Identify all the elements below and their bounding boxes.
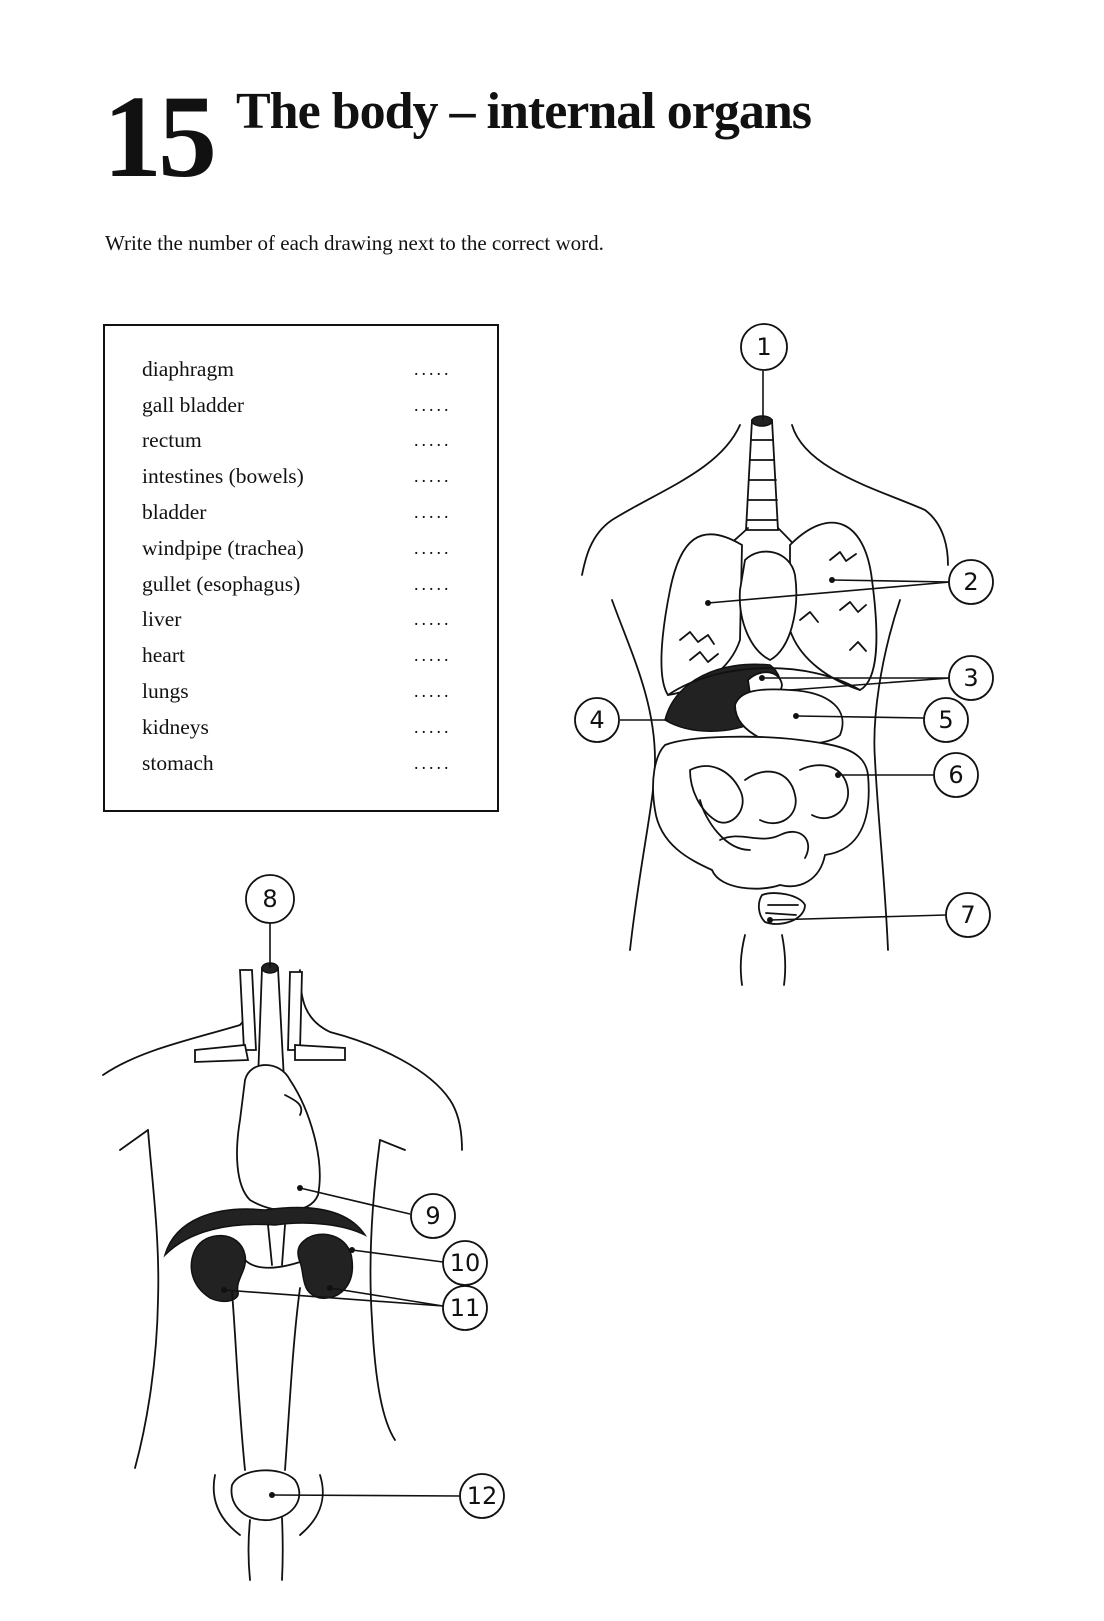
answer-blank[interactable]: ..... xyxy=(414,359,452,379)
word-label: gullet (esophagus) xyxy=(142,572,301,596)
callout-5 xyxy=(924,698,968,742)
torso-front-figure xyxy=(582,371,950,985)
word-label: stomach xyxy=(142,751,214,775)
svg-text:4: 4 xyxy=(589,706,605,734)
intestines xyxy=(653,737,869,889)
svg-text:1: 1 xyxy=(756,333,772,361)
callout-3 xyxy=(949,656,993,700)
svg-text:12: 12 xyxy=(466,1482,498,1510)
back-figure xyxy=(103,923,462,1580)
word-label: rectum xyxy=(142,428,202,452)
answer-blank[interactable]: ..... xyxy=(414,681,452,701)
answer-blank[interactable]: ..... xyxy=(414,717,452,737)
word-label: kidneys xyxy=(142,715,209,739)
word-label: diaphragm xyxy=(142,357,234,381)
svg-text:10: 10 xyxy=(449,1249,481,1277)
svg-text:2: 2 xyxy=(963,568,979,596)
word-label: liver xyxy=(142,607,182,631)
answer-blank[interactable]: ..... xyxy=(414,538,452,558)
back-outline xyxy=(135,1130,158,1468)
heart xyxy=(237,1065,320,1211)
gullet xyxy=(195,963,345,1080)
word-label: bladder xyxy=(142,500,207,524)
svg-text:7: 7 xyxy=(960,901,976,929)
callout-1 xyxy=(741,324,787,370)
page-title: The body – internal organs xyxy=(236,83,811,140)
callout-11 xyxy=(443,1286,487,1330)
heart-outline xyxy=(740,552,796,660)
back-outline xyxy=(370,1140,395,1440)
callout-7 xyxy=(946,893,990,937)
word-label: intestines (bowels) xyxy=(142,464,304,488)
word-label: lungs xyxy=(142,679,189,703)
answer-blank[interactable]: ..... xyxy=(414,502,452,522)
unit-number: 15 xyxy=(103,71,213,202)
torso-outline xyxy=(782,935,785,985)
callout-8 xyxy=(246,875,294,923)
svg-text:11: 11 xyxy=(449,1294,481,1322)
leader-12 xyxy=(272,1495,460,1496)
answer-blank[interactable]: ..... xyxy=(414,574,452,594)
answer-blank[interactable]: ..... xyxy=(414,395,452,415)
word-label: gall bladder xyxy=(142,393,245,417)
answer-blank[interactable]: ..... xyxy=(414,430,452,450)
callout-12 xyxy=(460,1474,504,1518)
answer-blank[interactable]: ..... xyxy=(414,466,452,486)
svg-text:9: 9 xyxy=(425,1202,441,1230)
word-label: windpipe (trachea) xyxy=(142,536,304,560)
answer-blank[interactable]: ..... xyxy=(414,753,452,773)
svg-text:3: 3 xyxy=(963,664,979,692)
callout-6 xyxy=(934,753,978,797)
callout-9 xyxy=(411,1194,455,1238)
answer-blank[interactable]: ..... xyxy=(414,609,452,629)
svg-text:5: 5 xyxy=(938,706,954,734)
callout-2 xyxy=(949,560,993,604)
word-label: heart xyxy=(142,643,185,667)
torso-outline xyxy=(741,935,745,985)
ureter-left xyxy=(232,1292,245,1470)
answer-blank[interactable]: ..... xyxy=(414,645,452,665)
callout-10 xyxy=(443,1241,487,1285)
callout-4 xyxy=(575,698,619,742)
instruction-text: Write the number of each drawing next to the correct word. xyxy=(105,231,604,255)
torso-outline xyxy=(612,600,655,950)
svg-text:6: 6 xyxy=(948,761,964,789)
leader-10 xyxy=(352,1250,443,1262)
ureter-right xyxy=(285,1288,300,1470)
svg-text:8: 8 xyxy=(262,885,278,913)
